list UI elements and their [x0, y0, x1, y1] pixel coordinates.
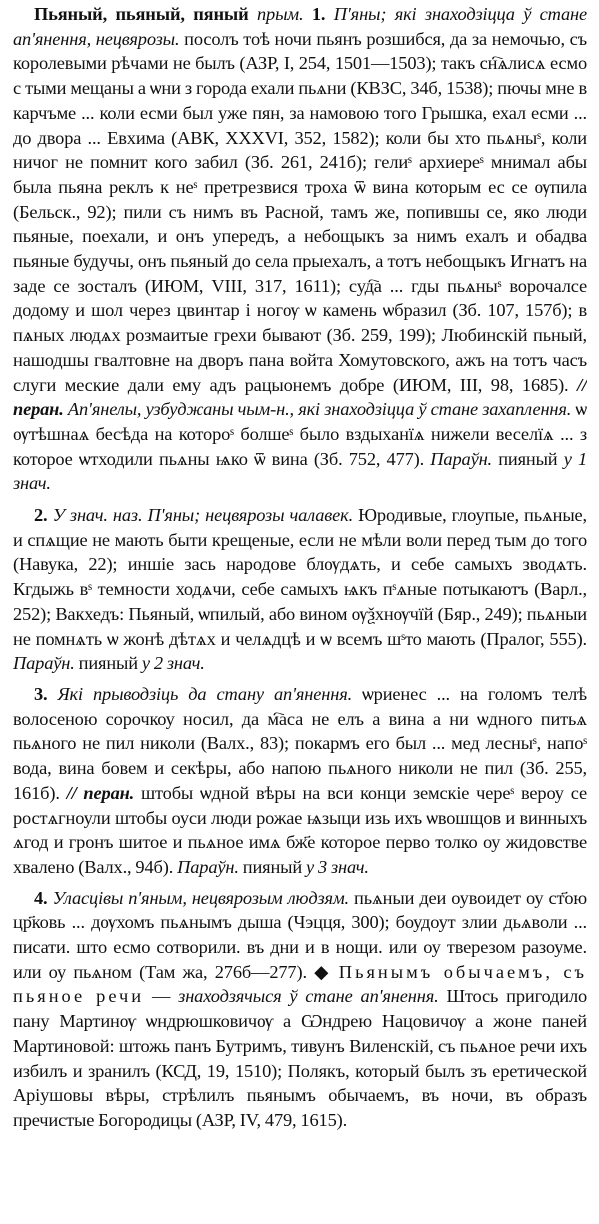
- sense-2-compare-ref: у 2 знач.: [141, 653, 205, 674]
- sense-1-figurative-definition: Ап'янелы, узбуджаны чым-н., які знаходзіцца ў стане захаплення.: [67, 399, 572, 420]
- dictionary-entry: [13, 2, 587, 1222]
- headword: Пьяный, пьяный, пяный: [34, 4, 249, 24]
- sense-1-number: 1.: [311, 4, 326, 24]
- sense-1-figurative-label: // перан.: [13, 374, 587, 420]
- sense-1-citations: посолъ тоѣ ночи пьянъ розшибся, да за немочью, съ королевыми рѣчами не былъ (АЗР, I, 254, 1501—1503); такъ сн҇ѧлисѧ есмо с тыми мещаны а ѡни з города ехали пьѧни (КВЗС, 34б, 1538); пючы мне в карчъме ... коли есми был уже пян, за намовою того Грышка, ехал есми ... до двора ... Евхима (АВК, XXXVI, 352, 1582); коли бы хто пьѧныˢ, коли ничог не помнит кого забил (Зб. 261, 241б); гелиˢ архиереˢ мнимал абы была пьяна реклъ к неˢ претрезвися троха ѿ вина которым ес се ѹпила (Бельск., 92); пили съ нимъ въ Расной, тамъ же, попившы се, яко люди пьяные, поехали, и онъ упередъ, а небощыкъ за нимъ ехалъ и обадва пьяные будучы, онъ пьяный до села прыехалъ, а тотъ небощыкъ Игнатъ на заде се зосталъ (ИЮМ, VIII, 317, 1611); суд҇а ... гды пьѧныˢ ворочалсе додому и шол через цвинтар і ногѹ ѡ камень ѡбразил (Зб. 107, 157б); в пѧных людѧх розмаитые грехи бывают (Зб. 259, 199); Любинскій пьный, нашодшы гвалтовне на дворъ пана войта Хомутовского, ажъ на тотъ часъ слуги меские дали ему адъ рацыонемъ добре (ИЮМ, III, 98, 1685).: [13, 28, 587, 395]
- sense-2-definition: У знач. наз. П'яны; нецвярозы чалавек.: [52, 505, 354, 526]
- sense-4-paragraph: [13, 886, 587, 1133]
- sense-4-citations: пьѧныи деи оувоидет оу ст҃ою цр҃ковь ... дѹхомъ пьѧнымъ дыша (Чэцця, 300); боудоут злии дьѧволи ... писати. што есмо сотворили. въ дни и в нощи. или оу тверезом разоуме. или оу пьѧном (Там жа, 276б—277).: [13, 887, 587, 982]
- sense-3-compare-ref: у 3 знач.: [306, 856, 369, 877]
- sense-1-paragraph: [13, 2, 587, 496]
- phrase-definition: знаходзячыся ў стане ап'янення.: [178, 986, 439, 1007]
- sense-3-figurative-citation: штобы ѡдной вѣры на вси конци земскіе череˢ вероу се ростѧгноули штобы оуси люди рожае ѩзыци изь ихъ ѡвошщов и винныхъ ѧгод и гронъ шитое и пьѧное имѧ бж҃е которое перво толко оу жидовстве хвалено (Валх., 94б).: [13, 782, 587, 877]
- sense-3-paragraph: [13, 682, 587, 880]
- sense-2-citations: Юродивые, глоупые, пьѧные, и спѧщие не мають быти крещеные, если не мѣли воли перед тым до того (Навука, 22); иншіе зась народове блѹдѧть, и себе самыхъ зводѧть. Кгдыжь вˢ темности ходѧчи, себе самыхъ ѩкъ пˢѧные потыкаютъ (Варл., 252); Вакхедъ: Пьяный, ѡпилый, або вином ѹѯхнѹчїй (Бяр., 249); пьѧныи не помнѧть ѡ жонѣ дѣтѧх и челѧдцѣ и ѡ всемъ шˢто мають (Пралог, 555).: [13, 505, 587, 649]
- sense-1-compare-word: пияный: [498, 448, 558, 469]
- sense-1-figurative-citation: ѡ ѹтѣшнаѧ бесѣда на котороˢ болшеˢ было вздыханїѧ нижели веселїѧ ... з которое ѡтходили пьѧны ѩко ѿ вина (Зб. 752, 477).: [13, 399, 587, 469]
- part-of-speech: прым.: [257, 4, 304, 24]
- sense-2-paragraph: [13, 503, 587, 676]
- sense-3-definition: Які прыводзіць да стану ап'янення.: [57, 683, 353, 704]
- phrase-marker: ◆: [314, 961, 332, 982]
- sense-3-compare-word: пияный: [242, 856, 303, 877]
- phrase-headword: Пьянымъ обычаемъ, съ пьяное речи: [13, 961, 587, 1007]
- sense-2-compare-word: пияный: [78, 653, 138, 674]
- sense-2-compare-label: Параўн.: [13, 653, 75, 674]
- phrase-citations: Штось пригодило пану Мартинѹ ѡндрюшковичѹ а Ѡндрею Нацовичѹ а жоне паней Мартиновой: штожь панъ Бутримъ, тивунъ Виленскій, съ пьѧное речи ихъ избилъ и зранилъ (КСД, 19, 1510); Полякъ, который былъ зъ еретической Аріушовы вѣры, стрѣлилъ пьянымъ обычаемъ, въ ночи, въ образъ пречистые Богородицы (АЗР, IV, 479, 1615).: [13, 986, 587, 1130]
- sense-1-compare-label: Параўн.: [430, 448, 492, 469]
- sense-3-compare-label: Параўн.: [177, 856, 239, 877]
- sense-4-definition: Уласцівы п'яным, нецвярозым людзям.: [52, 887, 349, 908]
- sense-1-compare-ref: у 1 знач.: [13, 448, 587, 494]
- sense-4-number: 4.: [34, 887, 48, 908]
- sense-1-definition: П'яны; які знаходзіцца ў стане ап'янення, нецвярозы.: [13, 4, 587, 49]
- sense-2-number: 2.: [34, 505, 48, 526]
- phrase-dash: —: [152, 986, 171, 1007]
- sense-3-number: 3.: [34, 683, 48, 704]
- sense-3-citations: ѡриенес ... на голомъ телѣ волосеною сорочкоу носил, да м҇аса не елъ а вина а ни ѡдного питьѧ пьѧного не пил николи (Валх., 83); покармъ его был ... мед лесныˢ, напоˢ вода, вина бовем и секѣры, або напою пьѧного николи не пил (Зб. 255, 161б).: [13, 683, 587, 803]
- sense-3-figurative-label: // перан.: [66, 782, 135, 803]
